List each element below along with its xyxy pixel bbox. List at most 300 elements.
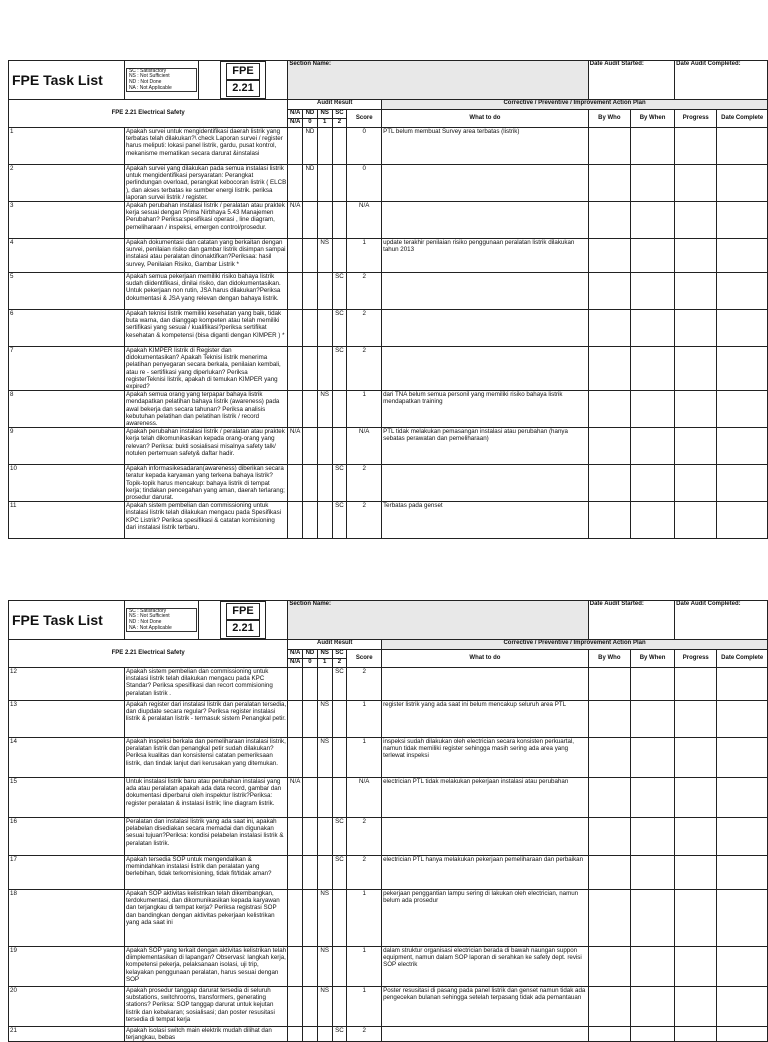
row-number: 9: [9, 428, 125, 465]
progress-cell: [675, 987, 717, 1027]
col-sc-header: SC: [332, 650, 347, 659]
na-cell: N/A: [288, 202, 303, 239]
col-ns-header: NS: [317, 650, 332, 659]
audit-result-heading: Audit Result: [288, 100, 382, 110]
na-cell: [288, 165, 303, 202]
question-text: Apakah informasikesadaran(awareness) diberikan secara teratur kepada karyawan yang terkena bahaya listrik? Topik-topik harus mencakup: bahaya listrik di tempat kerja; tindakan pencegahan yang aman, daerah terlarang; prosedur darurat.: [124, 465, 287, 502]
by-when-cell: [630, 1027, 674, 1042]
ns-cell: [317, 668, 332, 701]
by-when-cell: [630, 465, 674, 502]
col-na-header: N/A: [288, 650, 303, 659]
section-name-label: Section Name:: [288, 601, 588, 640]
audit-table-1: [8, 60, 768, 539]
table-row: [9, 890, 768, 947]
what-to-do-cell: electrician PTL hanya melakukan pekerjaan pemeliharaan dan perbaikan: [382, 856, 589, 890]
date-started-label: Date Audit Started:: [588, 601, 674, 640]
ns-cell: [317, 778, 332, 818]
col-ns-header: NS: [317, 110, 332, 119]
date-complete-cell: [717, 202, 768, 239]
date-complete-cell: [717, 701, 768, 738]
by-when-cell: [630, 428, 674, 465]
date-complete-cell: [717, 239, 768, 273]
val-ns: 1: [317, 659, 332, 668]
question-text: Peralatan dan instalasi listrik yang ada saat ini, apakah pelabelan disediakan secara memadai dan digunakan sesuai tujuan?Periksa: kondisi pelabelan instalasi listrik & peralatan listrik.: [124, 818, 287, 856]
what-to-do-cell: pekerjaan penggantian lampu sering di lakukan oleh electrician, namun belum ada prosedur: [382, 890, 589, 947]
what-to-do-cell: [382, 465, 589, 502]
progress-cell: [675, 818, 717, 856]
sc-cell: SC: [332, 668, 347, 701]
progress-cell: [675, 310, 717, 347]
by-when-cell: [630, 239, 674, 273]
what-to-do-cell: PTL tidak melakukan pemasangan instalasi atau perubahan (hanya sebatas perawatan dan pemeliharaan): [382, 428, 589, 465]
what-to-do-cell: electrician PTL tidak melakukan pekerjaan instalasi atau perubahan: [382, 778, 589, 818]
col-nd-header: ND: [303, 650, 318, 659]
question-text: Apakah SOP aktivitas kelistrikan telah dikembangkan, terdokumentasi, dan dikomunikasikan kepada karyawan dan terjangkau di tempat kerja? Periksa registrasi SOP dan bandingkan dengan aktivitas pekerjaan kelistrikan yang ada saat ini: [124, 890, 287, 947]
nd-cell: [303, 738, 318, 778]
by-when-cell: [630, 856, 674, 890]
action-plan-heading: Corrective / Preventive / Improvement Action Plan: [382, 100, 768, 110]
col-when-header: By When: [630, 110, 674, 128]
what-to-do-cell: [382, 165, 589, 202]
date-complete-cell: [717, 738, 768, 778]
nd-cell: [303, 347, 318, 391]
ns-cell: [317, 428, 332, 465]
col-when-header: By When: [630, 650, 674, 668]
table-row: [9, 239, 768, 273]
progress-cell: [675, 856, 717, 890]
ns-cell: [317, 1027, 332, 1042]
ns-cell: NS: [317, 890, 332, 947]
score-cell: 2: [347, 347, 382, 391]
what-to-do-cell: update terakhir penilaian risiko penggunaan peralatan listrik dilakukan tahun 2013: [382, 239, 589, 273]
row-number: 7: [9, 347, 125, 391]
ns-cell: [317, 502, 332, 539]
progress-cell: [675, 890, 717, 947]
table-row: [9, 668, 768, 701]
progress-cell: [675, 128, 717, 165]
by-who-cell: [588, 465, 630, 502]
subject-heading: FPE 2.21 Electrical Safety: [9, 100, 288, 128]
nd-cell: [303, 391, 318, 428]
row-number: 14: [9, 738, 125, 778]
question-text: Apakah prosedur tanggap darurat tersedia di seluruh substations, switchrooms, transformers, generating stations? Periksa: SOP tanggap darurat untuk kejutan listrik dan kebakaran; sosialisasi; dan poster resusitasi tersedia di tempat kerja: [124, 987, 287, 1027]
section-name-label: Section Name:: [288, 61, 588, 100]
nd-cell: [303, 947, 318, 987]
by-when-cell: [630, 818, 674, 856]
progress-cell: [675, 428, 717, 465]
col-score-header: Score: [347, 110, 382, 128]
table-row: [9, 310, 768, 347]
by-who-cell: [588, 987, 630, 1027]
by-who-cell: [588, 890, 630, 947]
date-complete-cell: [717, 391, 768, 428]
what-to-do-cell: [382, 1027, 589, 1042]
by-who-cell: [588, 310, 630, 347]
score-cell: 2: [347, 668, 382, 701]
by-who-cell: [588, 202, 630, 239]
by-when-cell: [630, 202, 674, 239]
by-who-cell: [588, 165, 630, 202]
by-who-cell: [588, 856, 630, 890]
row-number: 16: [9, 818, 125, 856]
table-row: [9, 987, 768, 1027]
score-cell: N/A: [347, 202, 382, 239]
what-to-do-cell: [382, 347, 589, 391]
sc-cell: SC: [332, 310, 347, 347]
page-title: FPE Task List: [9, 61, 125, 100]
what-to-do-cell: inspeksi sudah dilakukan oleh electrician secara konsisten perkuartal, namun tidak memiliki register sehingga masih sering ada area yang terlewat inspeksi: [382, 738, 589, 778]
ns-cell: [317, 347, 332, 391]
col-na-header: N/A: [288, 110, 303, 119]
na-cell: [288, 391, 303, 428]
nd-cell: ND: [303, 165, 318, 202]
na-cell: [288, 668, 303, 701]
na-cell: [288, 239, 303, 273]
progress-cell: [675, 273, 717, 310]
sc-cell: SC: [332, 347, 347, 391]
score-cell: 1: [347, 239, 382, 273]
status-legend: SC : Satisfactory NS : Not Sufficient ND : Not Done NA : Not Applicable: [124, 61, 198, 100]
progress-cell: [675, 778, 717, 818]
table-row: [9, 273, 768, 310]
score-cell: 1: [347, 701, 382, 738]
date-complete-cell: [717, 347, 768, 391]
date-complete-cell: [717, 128, 768, 165]
nd-cell: [303, 701, 318, 738]
val-sc: 2: [332, 119, 347, 128]
score-cell: 0: [347, 165, 382, 202]
what-to-do-cell: Terbatas pada genset: [382, 502, 589, 539]
by-when-cell: [630, 947, 674, 987]
sc-cell: [332, 428, 347, 465]
by-when-cell: [630, 165, 674, 202]
audit-sheet-1: [8, 60, 768, 539]
nd-cell: [303, 202, 318, 239]
by-who-cell: [588, 347, 630, 391]
question-text: Apakah perubahan instalasi listrik / peralatan atau praktek kerja sesuai dengan Prima Nirbhaya 5.43 Manajemen Perubahan? Periksa:spesifikasi operasi , line diagram, pemeliharaan / inspeksi, emergen control/prosedur.: [124, 202, 287, 239]
ns-cell: [317, 202, 332, 239]
question-text: Apakah KIMPER listrik di Register dan didokumentasikan? Apakah Teknisi listrik menerima pelatihan penyegaran secara berkala, penilaian kembali, atau re - sertifikasi yang diperlukan? Periksa registerTeknisi listrik, apakah di temukan KIMPER yang expired?: [124, 347, 287, 391]
score-cell: 2: [347, 465, 382, 502]
by-who-cell: [588, 778, 630, 818]
row-number: 1: [9, 128, 125, 165]
what-to-do-cell: [382, 818, 589, 856]
ns-cell: [317, 310, 332, 347]
na-cell: [288, 856, 303, 890]
question-text: Apakah survei yang dilakukan pada semua instalasi listrik untuk mengidentifikasi persyaratan: Perangkat perlindungan overload, perangkat kebocoran listrik ( ELCB ), dan akses terbatas ke sumber energi listrik. periksa laporan survei listrik / register.: [125, 165, 287, 201]
na-cell: N/A: [288, 428, 303, 465]
progress-cell: [675, 391, 717, 428]
nd-cell: ND: [303, 128, 318, 165]
date-complete-cell: [717, 165, 768, 202]
by-when-cell: [630, 310, 674, 347]
question-text: Apakah teknisi listrik memiliki kesehatan yang baik, tidak buta warna, dan dianggap kompeten atau telah memiliki sertifikasi yang sesuai / kualifikasi?periksa sertifikat kesehatan & kompetensi (bisa diganti dengan KIMPER ) *: [124, 310, 287, 347]
table-row: [9, 701, 768, 738]
progress-cell: [675, 738, 717, 778]
progress-cell: [675, 668, 717, 701]
by-who-cell: [588, 391, 630, 428]
subject-heading: FPE 2.21 Electrical Safety: [9, 640, 288, 668]
row-number: 8: [9, 391, 125, 428]
sc-cell: [332, 987, 347, 1027]
col-date-header: Date Complete: [717, 110, 768, 128]
na-cell: [288, 987, 303, 1027]
ns-cell: [317, 818, 332, 856]
table-row: [9, 947, 768, 987]
by-who-cell: [588, 239, 630, 273]
sc-cell: [332, 128, 347, 165]
score-cell: 1: [347, 947, 382, 987]
audit-sheet-2: [8, 600, 768, 1042]
score-cell: 1: [347, 738, 382, 778]
what-to-do-cell: [382, 202, 589, 239]
what-to-do-cell: [382, 273, 589, 310]
table-row: [9, 165, 768, 202]
nd-cell: [303, 465, 318, 502]
table-row: [9, 818, 768, 856]
table-row: [9, 502, 768, 539]
sc-cell: SC: [332, 465, 347, 502]
date-complete-cell: [717, 947, 768, 987]
val-na: N/A: [288, 119, 303, 128]
by-who-cell: [588, 947, 630, 987]
date-complete-cell: [717, 310, 768, 347]
nd-cell: [303, 987, 318, 1027]
date-completed-label: Date Audit Completed:: [675, 601, 768, 640]
by-who-cell: [588, 1027, 630, 1042]
sc-cell: SC: [332, 502, 347, 539]
status-legend: SC : Satisfactory NS : Not Sufficient ND : Not Done NA : Not Applicable: [124, 601, 198, 640]
question-text: Apakah dokumentasi dan catatan yang berkaitan dengan survei, penilaian risiko dan gambar listrik disimpan sampai instalasi atau peralatan dinonaktifkan?Periksaa: hasil survey, Penilaian Risiko, Gambar Listrik *: [124, 239, 287, 273]
action-plan-heading: Corrective / Preventive / Improvement Action Plan: [382, 640, 768, 650]
by-who-cell: [588, 428, 630, 465]
by-who-cell: [588, 701, 630, 738]
col-score-header: Score: [347, 650, 382, 668]
question-text: Apakah survei untuk mengidentifikasi daerah listrik yang terbatas telah dilakukan?\ check Laporan survei / register harus meliputi: lokasi panel listrik, gardu, pusat kontrol, mekanisme mematikan secara darurat &instalasi: [124, 128, 287, 165]
nd-cell: [303, 310, 318, 347]
ns-cell: [317, 273, 332, 310]
by-when-cell: [630, 987, 674, 1027]
date-complete-cell: [717, 465, 768, 502]
ns-cell: NS: [317, 391, 332, 428]
by-when-cell: [630, 890, 674, 947]
question-text: Apakah SOP yang terkait dengan aktivitas kelistrikan telah diimplementasikan di lapangan? Observasi: langkah kerja, kompetensi pekerja, pelaksanaan isolasi, uji trip, kelayakan penggunaan peralatan, harus sesuai dengan SOP: [124, 947, 287, 987]
ns-cell: NS: [317, 947, 332, 987]
by-when-cell: [630, 391, 674, 428]
date-complete-cell: [717, 1027, 768, 1042]
row-number: 5: [9, 273, 125, 310]
question-text: Apakah register dari instalasi listrik dan peralatan tersedia, dan diupdate secara regular? Periksa register instalasi listrik & peralatan listrik - termasuk sistem Penangkal petir.: [124, 701, 287, 738]
na-cell: [288, 273, 303, 310]
question-text: Apakah semua pekerjaan memiliki risiko bahaya listrik sudah diidentifikasi, dinilai risiko, dan didokumentasikan. Untuk pekerjaan non rutin, JSA harus dilakukan?Periksa dokumentasi & JSA yang relevan dengan bahaya listrik.: [124, 273, 287, 310]
score-cell: 2: [347, 310, 382, 347]
nd-cell: [303, 668, 318, 701]
by-who-cell: [588, 818, 630, 856]
what-to-do-cell: register listrik yang ada saat ini belum mencakup seluruh area PTL: [382, 701, 589, 738]
sc-cell: [332, 165, 347, 202]
date-complete-cell: [717, 502, 768, 539]
score-cell: N/A: [347, 778, 382, 818]
question-text: Apakah sistem pembelian dan commissioning untuk instalasi listrik telah dilakukan mengacu pada KPC Standar? Periksa spesifikasi dan recort commisioning peralatan listrik .: [124, 668, 287, 701]
row-number: 19: [9, 947, 125, 987]
score-cell: 1: [347, 890, 382, 947]
progress-cell: [675, 947, 717, 987]
row-number: 20: [9, 987, 125, 1027]
table-row: [9, 856, 768, 890]
progress-cell: [675, 239, 717, 273]
table-row: [9, 465, 768, 502]
question-text: Apakah perubahan instalasi listrik / peralatan atau praktek kerja telah dikomunikasikan kepada orang-orang yang relevan? Periksa: bukti sosialisasi misalnya safety talk/ notulen pertemuan safety& daftar hadir.: [124, 428, 287, 465]
na-cell: [288, 128, 303, 165]
what-to-do-cell: [382, 668, 589, 701]
sc-cell: SC: [332, 818, 347, 856]
row-number: 12: [9, 668, 125, 701]
nd-cell: [303, 273, 318, 310]
nd-cell: [303, 428, 318, 465]
na-cell: N/A: [288, 778, 303, 818]
na-cell: [288, 310, 303, 347]
sc-cell: [332, 890, 347, 947]
ns-cell: NS: [317, 987, 332, 1027]
by-when-cell: [630, 347, 674, 391]
question-text: Apakah sistem pembelian dan commissioning untuk instalasi listrik telah dilakukan mengacu pada Spesifikasi KPC Listrik? Periksa spesifikasi & catatan komisioning dari instalasi listrik terbaru.: [124, 502, 287, 539]
col-progress-header: Progress: [675, 110, 717, 128]
table-row: [9, 202, 768, 239]
score-cell: N/A: [347, 428, 382, 465]
score-cell: 2: [347, 1027, 382, 1042]
ns-cell: NS: [317, 239, 332, 273]
row-number: 15: [9, 778, 125, 818]
na-cell: [288, 947, 303, 987]
col-progress-header: Progress: [675, 650, 717, 668]
by-when-cell: [630, 273, 674, 310]
by-when-cell: [630, 502, 674, 539]
sc-cell: [332, 701, 347, 738]
table-row: [9, 1027, 768, 1042]
val-ns: 1: [317, 119, 332, 128]
col-what-header: What to do: [382, 650, 589, 668]
ns-cell: NS: [317, 701, 332, 738]
val-nd: 0: [303, 119, 318, 128]
nd-cell: [303, 856, 318, 890]
na-cell: [288, 465, 303, 502]
date-complete-cell: [717, 428, 768, 465]
date-complete-cell: [717, 890, 768, 947]
na-cell: [288, 890, 303, 947]
fpe-code-box: FPE 2.21: [198, 601, 288, 640]
sc-cell: [332, 947, 347, 987]
by-when-cell: [630, 701, 674, 738]
sc-cell: [332, 239, 347, 273]
score-cell: 2: [347, 818, 382, 856]
what-to-do-cell: dalam struktur organisasi electrician berada di bawah naungan suppon equipment, namun dalam SOP laporan di serahkan ke safety dept. revisi SOP electrik: [382, 947, 589, 987]
question-text: Apakah semua orang yang terpapar bahaya listrik mendapatkan pelatihan bahaya listrik (awareness) pada awal bekerja dan secara tahunan? Periksa analisis kebutuhan pelatihan dan pelatihan listrik / record awareness.: [124, 391, 287, 428]
ns-cell: [317, 128, 332, 165]
table-row: [9, 391, 768, 428]
score-cell: 2: [347, 856, 382, 890]
by-when-cell: [630, 128, 674, 165]
table-row: [9, 128, 768, 165]
row-number: 3: [9, 202, 125, 239]
by-who-cell: [588, 273, 630, 310]
col-who-header: By Who: [588, 650, 630, 668]
date-complete-cell: [717, 818, 768, 856]
progress-cell: [675, 165, 717, 202]
what-to-do-cell: [382, 310, 589, 347]
progress-cell: [675, 502, 717, 539]
question-text: Apakah inspeksi berkala dan pemeliharaan instalasi listrik, peralatan listrik dan penangkal petir sudah dilakukan? Periksa kualitas dan konsistensi catatan pemeriksaan listrik, dan tindak lanjut dari kerusakan yang ditemukan.: [124, 738, 287, 778]
date-started-label: Date Audit Started:: [588, 61, 674, 100]
sc-cell: SC: [332, 1027, 347, 1042]
what-to-do-cell: dari TNA belum semua personil yang memiliki risiko bahaya listrik mendapatkan training: [382, 391, 589, 428]
row-number: 4: [9, 239, 125, 273]
audit-table-2: [8, 600, 768, 1042]
table-row: [9, 778, 768, 818]
row-number: 10: [9, 465, 125, 502]
col-what-header: What to do: [382, 110, 589, 128]
table-row: [9, 347, 768, 391]
progress-cell: [675, 347, 717, 391]
ns-cell: [317, 465, 332, 502]
sc-cell: [332, 738, 347, 778]
audit-result-heading: Audit Result: [288, 640, 382, 650]
by-when-cell: [630, 778, 674, 818]
score-cell: 2: [347, 273, 382, 310]
row-number: 6: [9, 310, 125, 347]
sc-cell: [332, 778, 347, 818]
ns-cell: [317, 856, 332, 890]
nd-cell: [303, 890, 318, 947]
score-cell: 2: [347, 502, 382, 539]
row-number: 13: [9, 701, 125, 738]
score-cell: 1: [347, 987, 382, 1027]
col-nd-header: ND: [303, 110, 318, 119]
date-complete-cell: [717, 778, 768, 818]
sc-cell: [332, 391, 347, 428]
by-when-cell: [630, 668, 674, 701]
val-sc: 2: [332, 659, 347, 668]
na-cell: [288, 701, 303, 738]
na-cell: [288, 502, 303, 539]
nd-cell: [303, 239, 318, 273]
fpe-code-box: FPE 2.21: [198, 61, 288, 100]
sc-cell: SC: [332, 273, 347, 310]
na-cell: [288, 347, 303, 391]
nd-cell: [303, 778, 318, 818]
table-row: [9, 428, 768, 465]
date-complete-cell: [717, 987, 768, 1027]
by-who-cell: [588, 738, 630, 778]
row-number: 11: [9, 502, 125, 539]
by-who-cell: [588, 502, 630, 539]
progress-cell: [675, 202, 717, 239]
by-when-cell: [630, 738, 674, 778]
col-date-header: Date Complete: [717, 650, 768, 668]
na-cell: [288, 738, 303, 778]
question-text: Apakah isolasi switch main elektrik mudah dilihat dan terjangkau, bebas: [124, 1027, 287, 1042]
ns-cell: [317, 165, 332, 202]
date-complete-cell: [717, 668, 768, 701]
date-completed-label: Date Audit Completed:: [675, 61, 768, 100]
val-na: N/A: [288, 659, 303, 668]
nd-cell: [303, 502, 318, 539]
date-complete-cell: [717, 856, 768, 890]
score-cell: 1: [347, 391, 382, 428]
val-nd: 0: [303, 659, 318, 668]
nd-cell: [303, 818, 318, 856]
nd-cell: [303, 1027, 318, 1042]
sc-cell: SC: [332, 856, 347, 890]
